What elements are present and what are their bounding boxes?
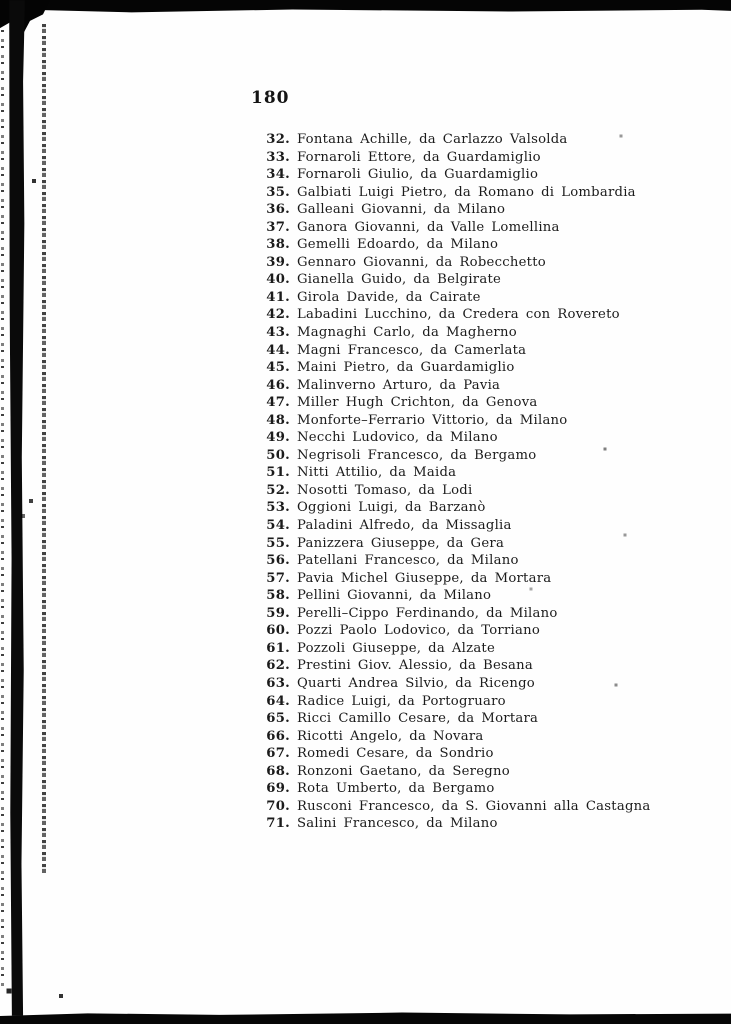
entry-text: Pozzoli Giuseppe, da Alzate <box>297 640 496 656</box>
list-item <box>256 359 676 377</box>
list-item <box>256 622 676 640</box>
entry-text: Oggioni Luigi, da Barzanò <box>297 500 486 516</box>
entry-text: Necchi Ludovico, da Milano <box>297 430 498 446</box>
list-item <box>256 763 676 781</box>
entry-number: 44. <box>266 342 290 358</box>
entry-text: Fornaroli Giulio, da Guardamiglio <box>297 167 539 183</box>
list-item <box>256 254 676 272</box>
entry-number: 41. <box>266 289 290 305</box>
scan-artifact-left-bar <box>9 0 25 1016</box>
entry-number: 46. <box>266 377 290 393</box>
entry-number: 45. <box>266 360 290 376</box>
entry-number: 34. <box>266 167 290 183</box>
entry-text: Prestini Giov. Alessio, da Besana <box>297 658 533 674</box>
entry-number: 66. <box>266 728 290 744</box>
entry-number: 33. <box>266 149 290 165</box>
entry-number: 38. <box>266 237 290 253</box>
list-item <box>256 693 676 711</box>
list-item <box>256 149 676 167</box>
list-item <box>256 201 676 219</box>
list-item <box>256 517 676 535</box>
list-item <box>256 745 676 763</box>
entry-text: Malinverno Arturo, da Pavia <box>297 377 501 393</box>
list-item <box>256 640 676 658</box>
entry-number: 50. <box>266 447 290 463</box>
list-item <box>256 815 676 833</box>
list-item <box>256 429 676 447</box>
entry-number: 36. <box>266 202 290 218</box>
entry-number: 49. <box>266 430 290 446</box>
scan-artifact-bottom-band <box>0 1011 731 1024</box>
entry-number: 69. <box>266 781 290 797</box>
entry-number: 55. <box>266 535 290 551</box>
entry-number: 43. <box>266 325 290 341</box>
entry-text: Ricotti Angelo, da Novara <box>297 728 484 744</box>
entry-text: Miller Hugh Crichton, da Genova <box>297 395 538 411</box>
entry-text: Quarti Andrea Silvio, da Ricengo <box>297 675 535 691</box>
entry-text: Galbiati Luigi Pietro, da Romano di Lombardia <box>297 184 636 200</box>
list-item <box>256 552 676 570</box>
entry-number: 32. <box>266 132 290 147</box>
list-item <box>256 306 676 324</box>
entry-text: Pellini Giovanni, da Milano <box>297 588 492 604</box>
entry-text: Paladini Alfredo, da Missaglia <box>297 518 512 534</box>
entry-text: Salini Francesco, da Milano <box>297 816 498 832</box>
entry-number: 52. <box>266 482 290 498</box>
entry-text: Magnaghi Carlo, da Magherno <box>297 325 517 341</box>
entry-text: Labadini Lucchino, da Credera con Rovereto <box>297 307 620 323</box>
page-number: 180 <box>251 88 290 108</box>
entry-number: 71. <box>266 816 290 832</box>
list-item <box>256 728 676 746</box>
entry-text: Radice Luigi, da Portogruaro <box>297 693 506 709</box>
list-item <box>256 780 676 798</box>
entry-number: 64. <box>266 693 290 709</box>
entry-number: 54. <box>266 518 290 534</box>
entry-list <box>256 131 676 833</box>
entry-text: Patellani Francesco, da Milano <box>297 553 519 569</box>
entry-number: 56. <box>266 553 290 569</box>
scan-artifact-speckle-line <box>42 24 46 874</box>
entry-number: 47. <box>266 395 290 411</box>
entry-number: 57. <box>266 570 290 586</box>
list-item <box>256 342 676 360</box>
entry-text: Gianella Guido, da Belgirate <box>297 272 502 288</box>
list-item <box>256 798 676 816</box>
list-item <box>256 184 676 202</box>
entry-number: 48. <box>266 412 290 428</box>
list-item <box>256 219 676 237</box>
list-item <box>256 324 676 342</box>
list-item <box>256 289 676 307</box>
list-item <box>256 535 676 553</box>
entry-text: Ronzoni Gaetano, da Seregno <box>297 763 510 779</box>
list-item <box>256 587 676 605</box>
list-item <box>256 447 676 465</box>
entry-number: 62. <box>266 658 290 674</box>
entry-number: 70. <box>266 798 290 814</box>
entry-text: Negrisoli Francesco, da Bergamo <box>297 447 537 463</box>
list-item <box>256 271 676 289</box>
scan-artifact-top-band <box>0 0 731 14</box>
entry-number: 40. <box>266 272 290 288</box>
entry-text: Panizzera Giuseppe, da Gera <box>297 535 505 551</box>
entry-text: Ricci Camillo Cesare, da Mortara <box>297 711 539 727</box>
list-item <box>256 710 676 728</box>
list-item <box>256 464 676 482</box>
list-item <box>256 166 676 184</box>
entry-text: Girola Davide, da Cairate <box>297 289 481 305</box>
entry-number: 63. <box>266 675 290 691</box>
entry-number: 42. <box>266 307 290 323</box>
entry-text: Galleani Giovanni, da Milano <box>297 202 506 218</box>
entry-number: 59. <box>266 605 290 621</box>
entry-text: Nosotti Tomaso, da Lodi <box>297 482 473 498</box>
entry-text: Rota Umberto, da Bergamo <box>297 781 495 797</box>
entry-number: 51. <box>266 465 290 481</box>
list-item <box>256 236 676 254</box>
entry-text: Romedi Cesare, da Sondrio <box>297 746 494 762</box>
scan-artifact-dots <box>0 0 2 2</box>
entry-number: 37. <box>266 219 290 235</box>
entry-text: Rusconi Francesco, da S. Giovanni alla Castagna <box>297 798 651 814</box>
scan-artifact-edge-noise <box>1 30 4 990</box>
list-item <box>256 377 676 395</box>
entry-text: Nitti Attilio, da Maida <box>297 465 457 481</box>
list-item <box>256 675 676 693</box>
list-item <box>256 657 676 675</box>
list-item <box>256 570 676 588</box>
entry-text: Gemelli Edoardo, da Milano <box>297 237 499 253</box>
entry-number: 60. <box>266 623 290 639</box>
entry-text: Magni Francesco, da Camerlata <box>297 342 527 358</box>
list-item <box>256 499 676 517</box>
entry-number: 53. <box>266 500 290 516</box>
entry-text: Pozzi Paolo Lodovico, da Torriano <box>297 623 541 639</box>
entry-text: Ganora Giovanni, da Valle Lomellina <box>297 219 560 235</box>
list-item <box>256 605 676 623</box>
list-item <box>256 482 676 500</box>
entry-text: Monforte–Ferrario Vittorio, da Milano <box>297 412 568 428</box>
entry-number: 68. <box>266 763 290 779</box>
entry-text: Fontana Achille, da Carlazzo Valsolda <box>297 132 568 147</box>
entry-number: 67. <box>266 746 290 762</box>
list-item <box>256 412 676 430</box>
entry-number: 58. <box>266 588 290 604</box>
list-item <box>256 394 676 412</box>
entry-text: Maini Pietro, da Guardamiglio <box>297 360 515 376</box>
entry-text: Pavia Michel Giuseppe, da Mortara <box>297 570 552 586</box>
entry-number: 61. <box>266 640 290 656</box>
entry-number: 35. <box>266 184 290 200</box>
entry-number: 65. <box>266 711 290 727</box>
entry-number: 39. <box>266 254 290 270</box>
entry-text: Perelli–Cippo Ferdinando, da Milano <box>297 605 558 621</box>
entry-text: Gennaro Giovanni, da Robecchetto <box>297 254 546 270</box>
list-item <box>256 131 676 149</box>
entry-text: Fornaroli Ettore, da Guardamiglio <box>297 149 541 165</box>
